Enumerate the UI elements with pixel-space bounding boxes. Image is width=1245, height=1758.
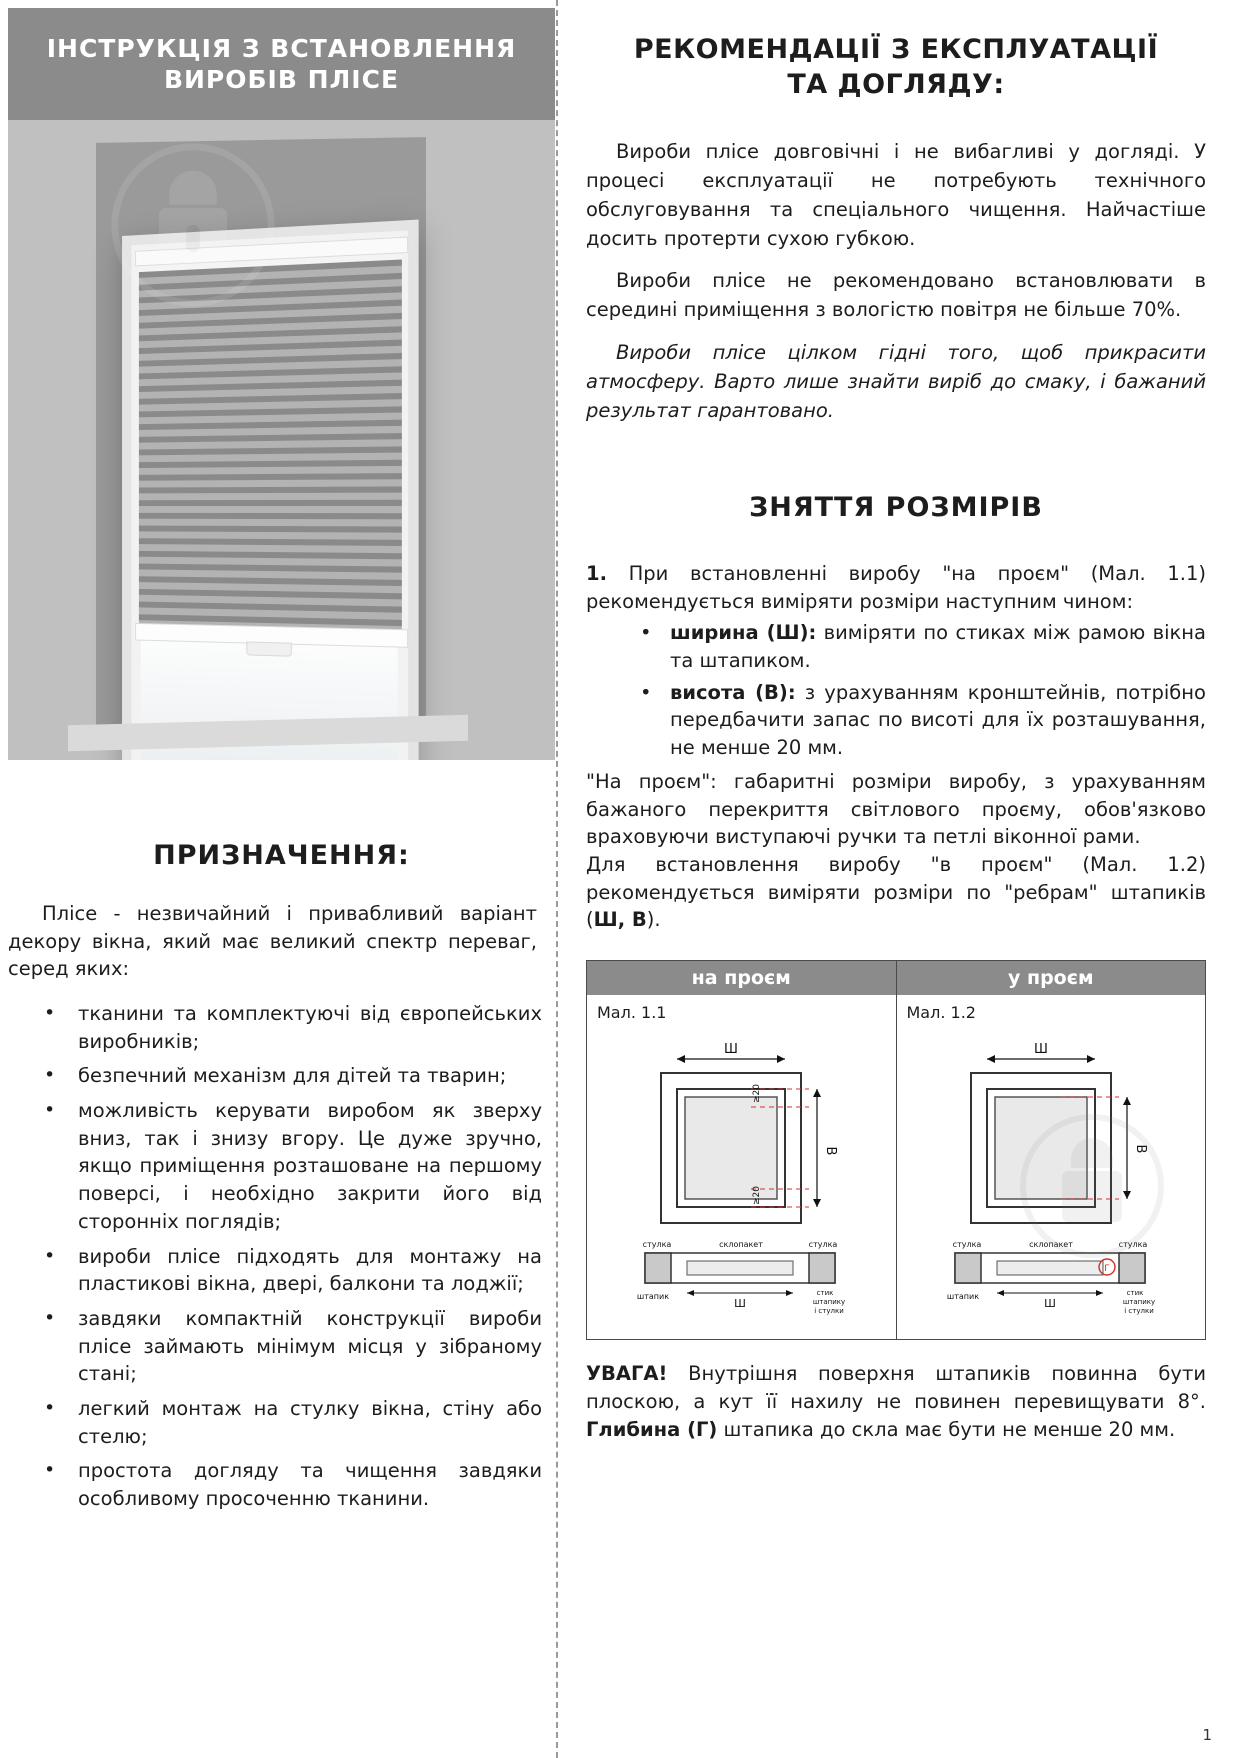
svg-text:штапик: штапик	[946, 1292, 979, 1301]
svg-text:Ш: Ш	[1043, 1297, 1056, 1310]
measurement-p4-c: ).	[646, 908, 661, 932]
page-number: 1	[1202, 1726, 1212, 1744]
purpose-intro-text: Пліcе - незвичайний і привабливий варіант декору вікна, який має великий спектр переваг, серед яких:	[8, 902, 537, 981]
measurement-intro-text: При встановленні виробу "на проєм" (Мал. 1.1) рекомендується виміряти розміри наступним чином:	[586, 562, 1206, 613]
photo-pleated-fabric	[139, 251, 402, 639]
diagram-1-number: Мал. 1.1	[597, 1003, 667, 1022]
list-item: • простота догляду та чищення завдяки особливому просоченню тканини.	[30, 1457, 542, 1512]
warning-depth-label: Глибина (Г)	[586, 1418, 718, 1442]
measurement-p4-a: Для встановлення виробу "в проєм" (Мал. 1.2) рекомендується виміряти розміри по "ребрам" штапиків (	[586, 852, 1206, 932]
diagram-2-number: Мал. 1.2	[906, 1003, 976, 1022]
warning-label: УВАГА!	[586, 1362, 668, 1385]
column-divider	[556, 0, 558, 1758]
list-item: • тканини та комплектуючі від європейських виробників;	[30, 1000, 542, 1055]
svg-text:штапик: штапик	[637, 1292, 670, 1301]
svg-text:стулка: стулка	[642, 1240, 672, 1249]
measure-height-text: з урахуванням кронштейнів, потрібно передбачити запас по висоті для їх розташування, не менше 20 мм.	[670, 680, 1206, 760]
svg-text:склопакет: склопакет	[719, 1240, 764, 1249]
photo-handle	[246, 641, 291, 656]
care-paragraph-1: Вироби пліcе довговічні і не вибагливі у догляді. У процесі експлуатації не потребують технічного обслуговування та спеціального чищення. Найчастіше досить протерти сухою губкою.	[586, 140, 1206, 250]
measure-width-text: виміряти по стиках між рамою вікна та штапиком.	[670, 621, 1206, 673]
measurement-bullet-list	[586, 619, 1206, 761]
measurement-section-title: ЗНЯТТЯ РОЗМІРІВ	[749, 492, 1043, 523]
diagram-in-opening	[897, 961, 1206, 1339]
document-title-banner	[8, 8, 555, 120]
right-column	[586, 0, 1226, 1758]
warning-text-b: штапика до скла має бути не менше 20 мм.	[717, 1418, 1176, 1442]
svg-text:і стулки: і стулки	[814, 1307, 844, 1315]
care-title-line1: РЕКОМЕНДАЦІЇ З ЕКСПЛУАТАЦІЇ	[633, 34, 1159, 65]
svg-text:стик: стик	[1126, 1289, 1144, 1297]
care-body	[586, 138, 1206, 440]
measurement-p4-bold: Ш, В	[593, 908, 647, 932]
diagram-1-canvas	[587, 1027, 896, 1327]
svg-text:В: В	[823, 1146, 839, 1156]
diagram-1-header: на проєм	[587, 961, 896, 995]
svg-text:штапику: штапику	[1122, 1298, 1155, 1306]
list-item: • можливість керувати виробом як зверху вниз, так і знизу вгору. Це дуже зручно, якщо приміщення розташоване на першому поверсі, і необхідно закрити його від сторонніх поглядів;	[30, 1097, 542, 1235]
svg-text:стулка: стулка	[1118, 1240, 1148, 1249]
svg-text:≥20: ≥20	[752, 1186, 763, 1205]
diagram-2-canvas	[897, 1027, 1206, 1327]
care-paragraph-italic: Вироби пліcе цілком гідні того, щоб прикрасити атмосферу. Варто лише знайти виріб до смаку, і бажаний результат гарантовано.	[586, 341, 1206, 422]
svg-text:≥20: ≥20	[752, 1084, 763, 1103]
diagram-2-header: у проєм	[897, 961, 1206, 995]
care-title-line2: ТА ДОГЛЯДУ:	[787, 69, 1005, 101]
list-item: • завдяки компактній конструкції вироби пліcе займають мінімум місця у зібраному стані;	[30, 1305, 542, 1388]
svg-text:стулка: стулка	[952, 1240, 982, 1249]
list-item	[586, 679, 1206, 762]
care-section-title	[586, 32, 1206, 102]
measure-width-label: ширина (Ш):	[670, 621, 817, 645]
measurement-paragraph-4	[586, 851, 1206, 934]
svg-text:штапику: штапику	[813, 1298, 846, 1306]
list-item: • безпечний механізм для дітей та тварин;	[30, 1062, 542, 1090]
care-paragraph-2: Вироби пліcе не рекомендовано встановлювати в середині приміщення з вологістю повітря не більше 70%.	[586, 269, 1206, 322]
purpose-intro	[8, 900, 537, 983]
measurement-diagrams	[586, 960, 1206, 1340]
diagram-on-opening	[587, 961, 897, 1339]
product-photo	[8, 120, 555, 760]
document-title-line2: ВИРОБІВ ПЛІСЕ	[163, 65, 400, 94]
svg-text:Ш: Ш	[724, 1042, 739, 1057]
photo-window-frame	[122, 220, 419, 760]
warning-note	[586, 1360, 1206, 1444]
list-item	[586, 619, 1206, 674]
measure-height-label: висота (В):	[670, 680, 796, 704]
measurement-intro	[586, 560, 1206, 615]
svg-text:Г: Г	[1104, 1264, 1110, 1274]
list-item: • легкий монтаж на стулку вікна, стіну або стелю;	[30, 1395, 542, 1450]
svg-text:стик: стик	[816, 1289, 834, 1297]
measurement-intro-number: 1.	[586, 562, 607, 585]
measurement-paragraph-3: "На проєм": габаритні розміри виробу, з урахуванням бажаного перекриття світлового проєму, обов'язково враховуючи виступаючі ручки та петлі віконної рами.	[586, 769, 1206, 849]
svg-text:Ш: Ш	[1033, 1042, 1048, 1057]
svg-text:Ш: Ш	[734, 1297, 747, 1310]
purpose-bullet-list	[30, 1000, 542, 1520]
svg-text:склопакет: склопакет	[1028, 1240, 1073, 1249]
measurement-body	[586, 560, 1206, 934]
svg-text:В: В	[1132, 1144, 1148, 1154]
purpose-title: ПРИЗНАЧЕННЯ:	[153, 840, 410, 871]
svg-text:стулка: стулка	[808, 1240, 838, 1249]
svg-text:і стулки: і стулки	[1124, 1307, 1154, 1315]
warning-text-a: Внутрішня поверхня штапиків повинна бути плоскою, а кут її нахилу не повинен перевищувати 8°.	[586, 1362, 1206, 1414]
left-column	[0, 0, 555, 1758]
list-item: • вироби пліcе підходять для монтажу на пластикові вікна, двері, балкони та лоджії;	[30, 1243, 542, 1298]
document-title-line1: ІНСТРУКЦІЯ З ВСТАНОВЛЕННЯ	[46, 33, 517, 63]
